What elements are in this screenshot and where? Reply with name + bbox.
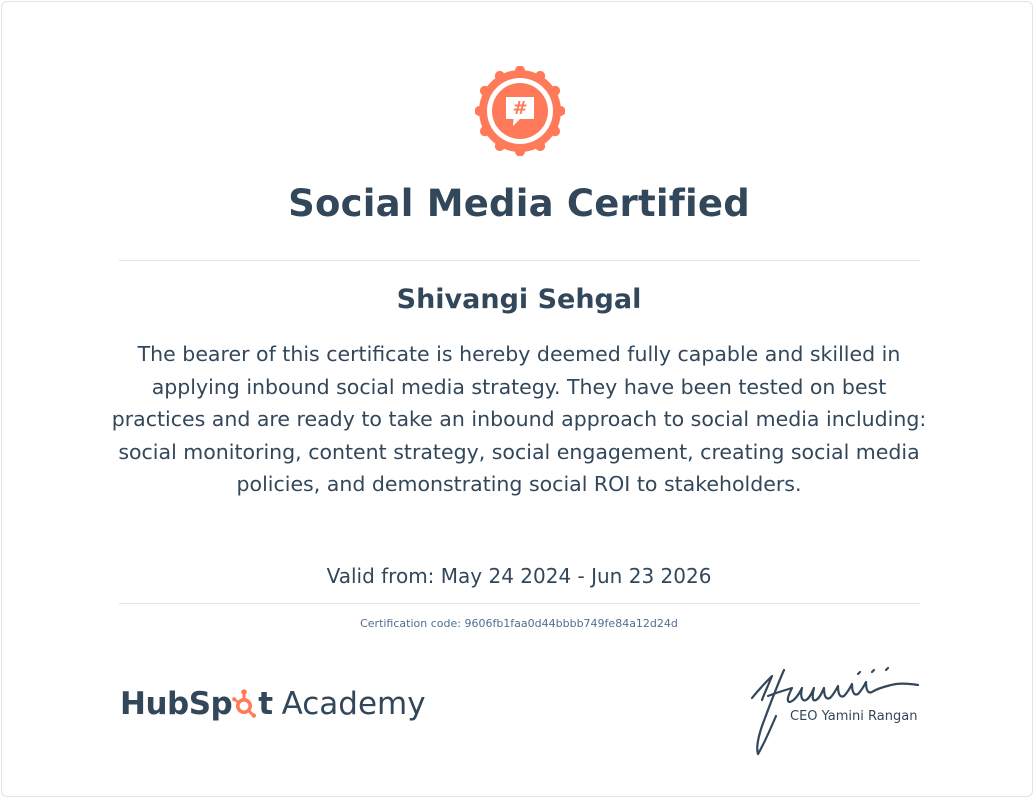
hubspot-academy-logo [120, 682, 426, 726]
certificate-title: Social Media Certified [288, 182, 750, 225]
brand-hub-text: HubSp [120, 686, 233, 722]
validity-dates: Valid from: May 24 2024 - Jun 23 2026 [326, 564, 712, 588]
signer-title: CEO Yamini Rangan [790, 709, 918, 724]
recipient-name: Shivangi Sehgal [396, 284, 642, 315]
certification-code: Certification code: 9606fb1faa0d44bbbb749fe84a12d24d [360, 617, 678, 630]
brand-spot-tail: t [258, 686, 273, 722]
social-media-badge-icon [475, 66, 565, 156]
bottom-divider [119, 603, 920, 604]
hashtag-glyph: # [512, 98, 528, 119]
certificate-description: The bearer of this certificate is hereby deemed fully capable and skilled in applying inbound social media strategy. They have been tested on best practices and are ready to take an inbound approach to social media including: social monitoring, content strategy, social engagement, creating social media policies, and demonstrating social ROI to stakeholders. [111, 342, 927, 497]
brand-academy-text: Academy [281, 686, 426, 722]
certificate-card [1, 1, 1033, 797]
hubspot-sprocket-icon [232, 688, 258, 718]
top-divider [119, 260, 920, 261]
